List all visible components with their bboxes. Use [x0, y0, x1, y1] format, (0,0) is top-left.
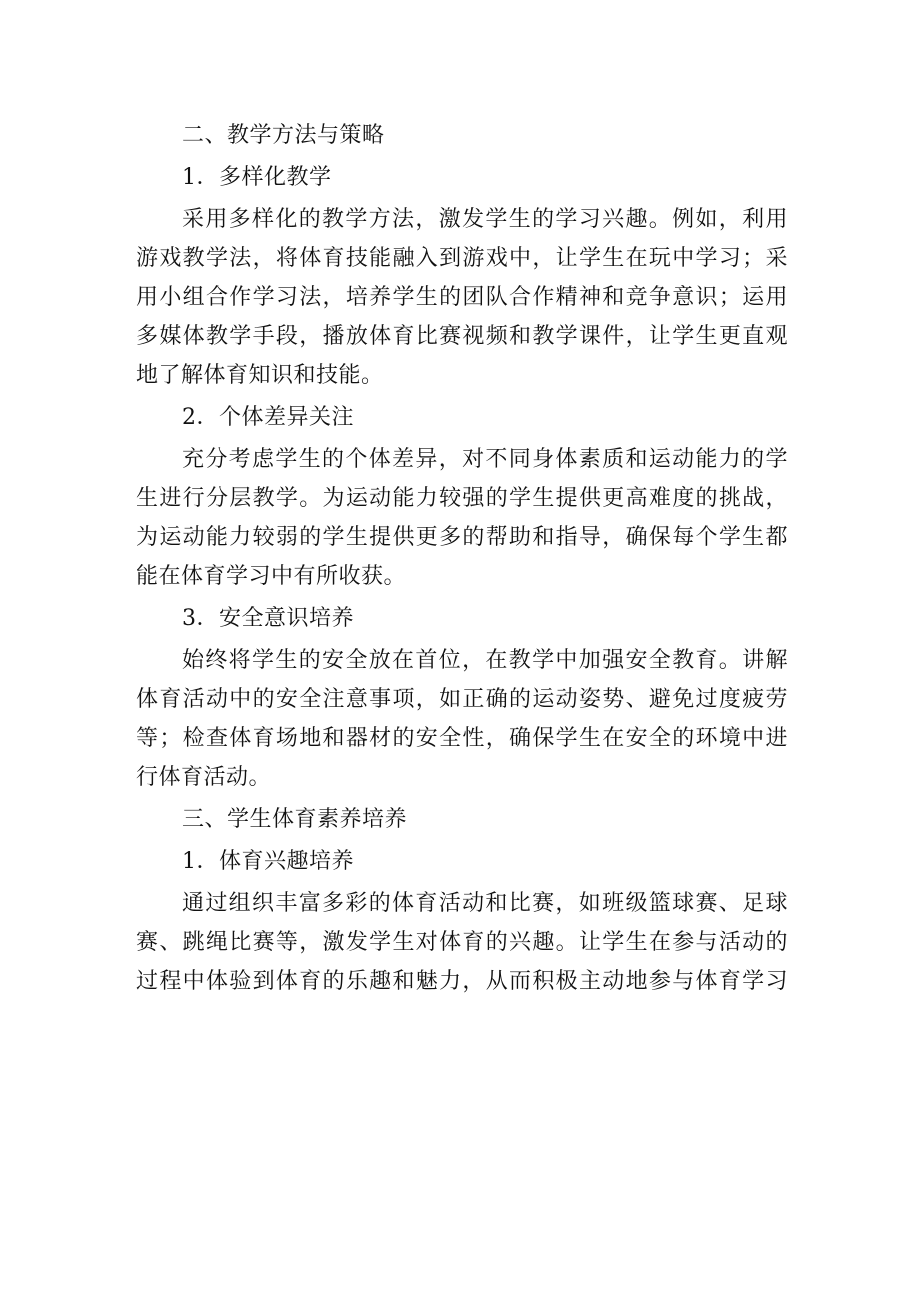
paragraph-line: 体育活动中的安全注意事项，如正确的运动姿势、避免过度疲劳	[136, 687, 788, 712]
paragraph-line: 等；检查体育场地和器材的安全性，确保学生在安全的环境中进	[136, 726, 788, 751]
section-title: 二、教学方法与策略	[182, 123, 385, 148]
paragraph-line: 为运动能力较弱的学生提供更多的帮助和指导，确保每个学生都	[136, 525, 788, 550]
subsection-heading: 1．体育兴趣培养	[182, 849, 354, 874]
paragraph-line: 游戏教学法，将体育技能融入到游戏中，让学生在玩中学习；采	[136, 246, 788, 271]
paragraph	[136, 200, 788, 395]
subsection-heading: 3．安全意识培养	[182, 606, 354, 631]
paragraph-line: 能在体育学习中有所收获。	[136, 564, 407, 589]
paragraph-line: 过程中体验到体育的乐趣和魅力，从而积极主动地参与体育学习	[136, 969, 788, 994]
paragraph-line: 始终将学生的安全放在首位，在教学中加强安全教育。讲解	[182, 648, 788, 673]
paragraph-line: 充分考虑学生的个体差异，对不同身体素质和运动能力的学	[182, 447, 788, 472]
document-body	[136, 116, 788, 1004]
paragraph-line: 通过组织丰富多彩的体育活动和比赛，如班级篮球赛、足球	[182, 891, 788, 916]
paragraph-line: 多媒体教学手段，播放体育比赛视频和教学课件，让学生更直观	[136, 324, 788, 349]
paragraph	[136, 440, 788, 596]
paragraph-line: 赛、跳绳比赛等，激发学生对体育的兴趣。让学生在参与活动的	[136, 930, 788, 955]
subsection-heading: 1．多样化教学	[182, 165, 332, 190]
paragraph-line: 行体育活动。	[136, 765, 272, 790]
paragraph-line: 用小组合作学习法，培养学生的团队合作精神和竞争意识；运用	[136, 285, 788, 310]
paragraph-line: 采用多样化的教学方法，激发学生的学习兴趣。例如，利用	[182, 207, 788, 232]
paragraph-line: 生进行分层教学。为运动能力较强的学生提供更高难度的挑战，	[136, 486, 788, 511]
paragraph	[136, 641, 788, 797]
paragraph	[136, 884, 788, 1001]
paragraph-line: 地了解体育知识和技能。	[136, 363, 384, 388]
subsection-heading: 2．个体差异关注	[182, 405, 354, 430]
section-title: 三、学生体育素养培养	[182, 807, 408, 832]
